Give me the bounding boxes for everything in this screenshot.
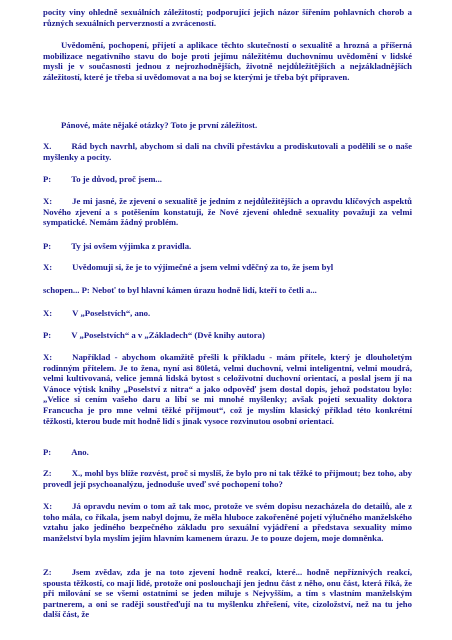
dialogue-line xyxy=(43,174,412,185)
speaker-label: Z: xyxy=(43,468,52,478)
dialogue-line xyxy=(43,285,412,296)
dialogue-text: X., mohl bys blíže rozvést, proč si myslíš, že bylo pro ni tak těžké to přijmout; bez toho, aby provedl její psychoanalýzu, jednoduše uveď své pochopení toho? xyxy=(43,468,412,489)
dialogue-text: Ty jsi ovšem výjimka z pravidla. xyxy=(71,241,192,251)
speaker-label: X: xyxy=(43,196,53,206)
paragraph-2: Uvědomění, pochopení, přijetí a aplikace těchto skutečností o sexualitě a hrozná a příšerná mobilizace negativního stavu do boje proti jejímu náležitému duchovnímu uvědomění v lidské mysli je v současnosti jednou z nejrozhodnějších, životně nejdůležitějších a nejzákladnějších záležitostí, které je třeba si uvědomovat a na boj se kterými je třeba být připraven. xyxy=(43,40,412,82)
speaker-label: X: xyxy=(43,501,53,511)
speaker-label: P: xyxy=(43,330,52,340)
speaker-label: X: xyxy=(43,262,53,272)
dialogue-line xyxy=(43,308,412,319)
dialogue-text: Já opravdu nevím o tom až tak moc, protože ve svém dopisu nezacházela do detailů, ale z toho mála, co říkala, jsem nabyl dojmu, že měla hluboce zakořeněné pojetí výlučného manželského vztahu jako jediného bezpečného základu pro sexuální vyjádření a představa sexuality mimo manželství byla myslím jejím hlavním kamenem úrazu. Je to pouze dojem, moje domněnka. xyxy=(43,501,412,543)
speaker-label: P: xyxy=(43,447,52,457)
paragraph-1: pocity viny ohledně sexuálních záležitostí; podporující jejich názor šířením pohlavních chorob a různých sexuálních perverzností a zvráceností. xyxy=(43,7,412,28)
dialogue-line xyxy=(43,447,412,458)
dialogue-line xyxy=(43,241,412,252)
paragraph-3: Pánové, máte nějaké otázky? Toto je první záležitost. xyxy=(61,120,258,130)
dialogue-text: Rád bych navrhl, abychom si dali na chvíli přestávku a prodiskutovali a podělili se o naše myšlenky a pocity. xyxy=(43,141,412,162)
dialogue-line xyxy=(43,330,412,341)
dialogue-text: Uvědomuji si, že je to výjimečné a jsem velmi vděčný za to, že jsem byl xyxy=(72,262,334,272)
dialogue-text: Ano. xyxy=(71,447,89,457)
speaker-label: P: xyxy=(43,241,52,251)
dialogue-text: Je mi jasné, že zjevení o sexualitě je jedním z nejdůležitějších a opravdu klíčových aspektů Nového zjevení a s potěšením konstatuji, že Nové zjevení ohledně sexuality považuji za velmi sympatické. Nemám žádný problém. xyxy=(43,196,412,228)
dialogue-text: Například - abychom okamžitě přešli k příkladu - mám přítele, který je dlouholetým rodinným přítelem. Je to žena, nyní asi 80letá, velmi duchovní, velmi inteligentní, velmi moudrá, velmi kultivovaná, velice jemná lidská bytost s celoživotní duchovní orientací, a poslal jsem jí na Vánoce výtisk knihy „Poselství z nitra“ a jako odpověď jsem dostal dopis, jehož podstatou bylo: „Velice si cením vašeho daru a líbí se mi mnohé myšlenky; avšak pojetí sexuality doktora Francucha je pro mne velmi těžké přijmout“, což je myslím klasický příklad této konkrétní těžkosti, kterou bude mít hodně lidí s jinak vysoce rozvinutou osobní orientací. xyxy=(43,352,412,426)
dialogue-line xyxy=(43,352,412,426)
dialogue-text: V „Poselstvích“ a v „Základech“ (Dvě knihy autora) xyxy=(71,330,265,340)
dialogue-text: Jsem zvědav, zda je na toto zjevení hodně reakcí, které... hodně nepříznivých reakcí, spousta těžkostí, co mají lidé, protože oni poslouchají jen jednu část z něho, onu část, která říká, že při milování se se všemi ostatními se jeden miluje s Nejvyšším, a tím s vlastním manželským partnerem, a oni se raději soustřeďují na tu myšlenku zhřešení, víte, cizoložství, než na tu jeho další část, že xyxy=(43,567,412,620)
dialogue-line xyxy=(43,501,412,543)
dialogue-line xyxy=(43,141,412,162)
dialogue-line xyxy=(43,567,412,620)
speaker-label: Z: xyxy=(43,567,52,577)
speaker-label: X. xyxy=(43,141,52,151)
speaker-label: P: xyxy=(43,174,52,184)
dialogue-line xyxy=(43,262,412,273)
speaker-label: X: xyxy=(43,308,53,318)
dialogue-text: To je důvod, proč jsem... xyxy=(71,174,162,184)
dialogue-text: schopen... P: Neboť to byl hlavní kámen úrazu hodně lidí, kteří to četli a... xyxy=(43,285,317,295)
dialogue-text: V „Poselstvích“, ano. xyxy=(72,308,151,318)
speaker-label: X: xyxy=(43,352,53,362)
dialogue-line xyxy=(43,468,412,489)
dialogue-line xyxy=(43,196,412,228)
